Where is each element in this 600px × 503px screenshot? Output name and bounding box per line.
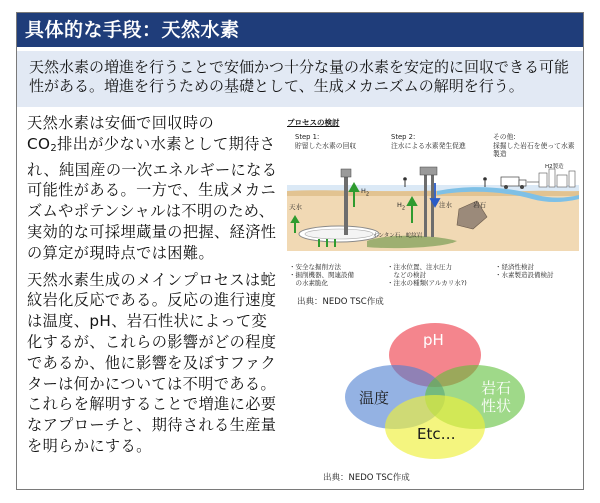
label-h2-2: $H_2$ xyxy=(397,201,406,212)
process-diagram xyxy=(287,129,579,259)
right-panel xyxy=(287,117,579,487)
venn-label-temperature: 温度 xyxy=(359,389,390,407)
venn-label-rock: 岩石性状 xyxy=(481,379,512,415)
body-text xyxy=(27,113,279,463)
step-1: Step 1: 貯留した水素の回収 xyxy=(295,133,357,150)
process-title: プロセスの検討 xyxy=(287,118,340,127)
label-injection: 注水 xyxy=(439,201,452,209)
paragraph-2: 天然水素生成のメインプロセスは蛇紋岩化反応である。反応の進行速度は温度、pH、岩石性状によって変化するが、これらの影響がどの程度であるか、他に影響を及ぼすファクターは何かについては不明である。これらを解明することで増進に必要なアプローチと、期待される生産量を明らかにする。 xyxy=(27,270,277,455)
step-other: その他: 採掘した岩石を使って水素製造 xyxy=(493,133,575,158)
note-other: ・経済性検討 ・水素製造設備検討 xyxy=(495,263,554,279)
label-rock: 岩石 xyxy=(473,201,486,209)
note-step-1: ・安全な掘削方法 ・掘削機器、関連設備 の水素脆化 xyxy=(289,263,354,287)
slide xyxy=(16,12,584,490)
source-caption-2: 出典：NEDO TSC作成 xyxy=(323,473,410,483)
note-step-2: ・注水位置、注水圧力 などの検討 ・注水の種類(アルカリ水?) xyxy=(387,263,467,287)
summary-box: 天然水素の増進を行うことで安価かつ十分な量の水素を安定的に回収できる可能性がある。増進を行うための基礎として、生成メカニズムの解明を行う。 xyxy=(17,51,583,107)
label-h2-1: $H_2$ xyxy=(361,187,370,198)
plant-icon xyxy=(539,169,575,187)
page-title: 具体的な手段：天然水素 xyxy=(17,13,583,47)
source-caption-1: 出典：NEDO TSC作成 xyxy=(297,297,384,307)
well-2 xyxy=(424,173,427,237)
paragraph-1: 天然水素は安価で回収時の $CO_2$排出が少ない水素として期待され、純国産の一次エネルギーになる可能性がある。一方で、生成メカニズムやポテンシャルは不明のため、実効的な可採埋蔵量の把握、経済性の算定が現時点では困難。 xyxy=(27,114,278,262)
step-2: Step 2: 注水による水素発生促進 xyxy=(391,133,466,150)
venn-label-etc: Etc… xyxy=(417,425,456,443)
well-1 xyxy=(344,175,348,235)
label-plant: H2製造 xyxy=(545,164,564,170)
label-natural-water: 天水 xyxy=(289,203,302,211)
venn-label-ph: pH xyxy=(423,331,444,349)
label-reservoir: ホンタン石、蛇紋岩 xyxy=(373,233,423,239)
